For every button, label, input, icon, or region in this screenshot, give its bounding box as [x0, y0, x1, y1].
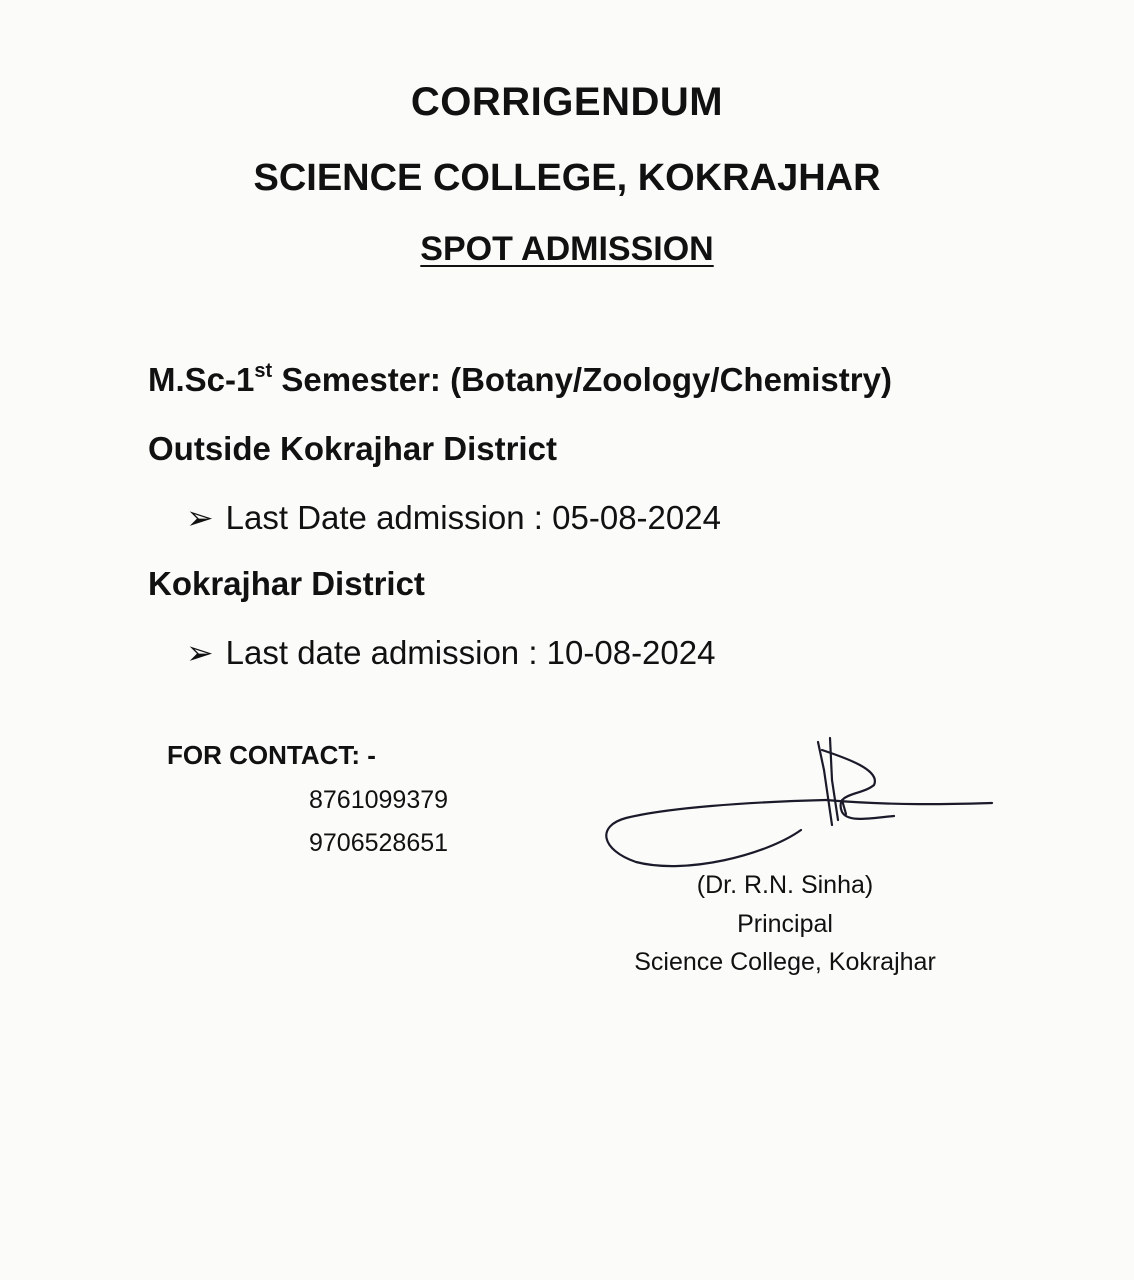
- bullet-text-outside: Last Date admission : 05-08-2024: [225, 499, 721, 536]
- bullet-text-kokrajhar: Last date admission : 10-08-2024: [225, 634, 716, 671]
- section-heading-outside: Outside Kokrajhar District: [148, 430, 557, 467]
- course-suffix: Semester: (Botany/Zoology/Chemistry): [272, 361, 892, 398]
- signatory-institution: Science College, Kokrajhar: [634, 948, 936, 976]
- notice-subject: [0, 230, 1134, 269]
- course-prefix: M.Sc-1: [148, 361, 255, 398]
- contact-phone-2: 9706528651: [309, 829, 449, 857]
- arrow-bullet-icon: ➢: [186, 499, 214, 536]
- contact-label: FOR CONTACT: -: [167, 740, 376, 770]
- bullet-item-kokrajhar: [186, 633, 715, 672]
- signature-image: [596, 730, 996, 870]
- bullet-item-outside: [186, 498, 721, 537]
- section-heading-kokrajhar: Kokrajhar District: [148, 565, 425, 602]
- college-name: SCIENCE COLLEGE, KOKRAJHAR: [253, 157, 881, 199]
- notice-subject-text: SPOT ADMISSION: [420, 230, 714, 268]
- signatory-designation: Principal: [737, 910, 833, 938]
- arrow-bullet-icon: ➢: [186, 634, 214, 671]
- course-line: [148, 360, 892, 399]
- signatory-name: (Dr. R.N. Sinha): [696, 871, 874, 899]
- course-superscript: st: [254, 360, 273, 382]
- notice-title: CORRIGENDUM: [410, 80, 724, 124]
- contact-phone-1: 8761099379: [309, 786, 449, 814]
